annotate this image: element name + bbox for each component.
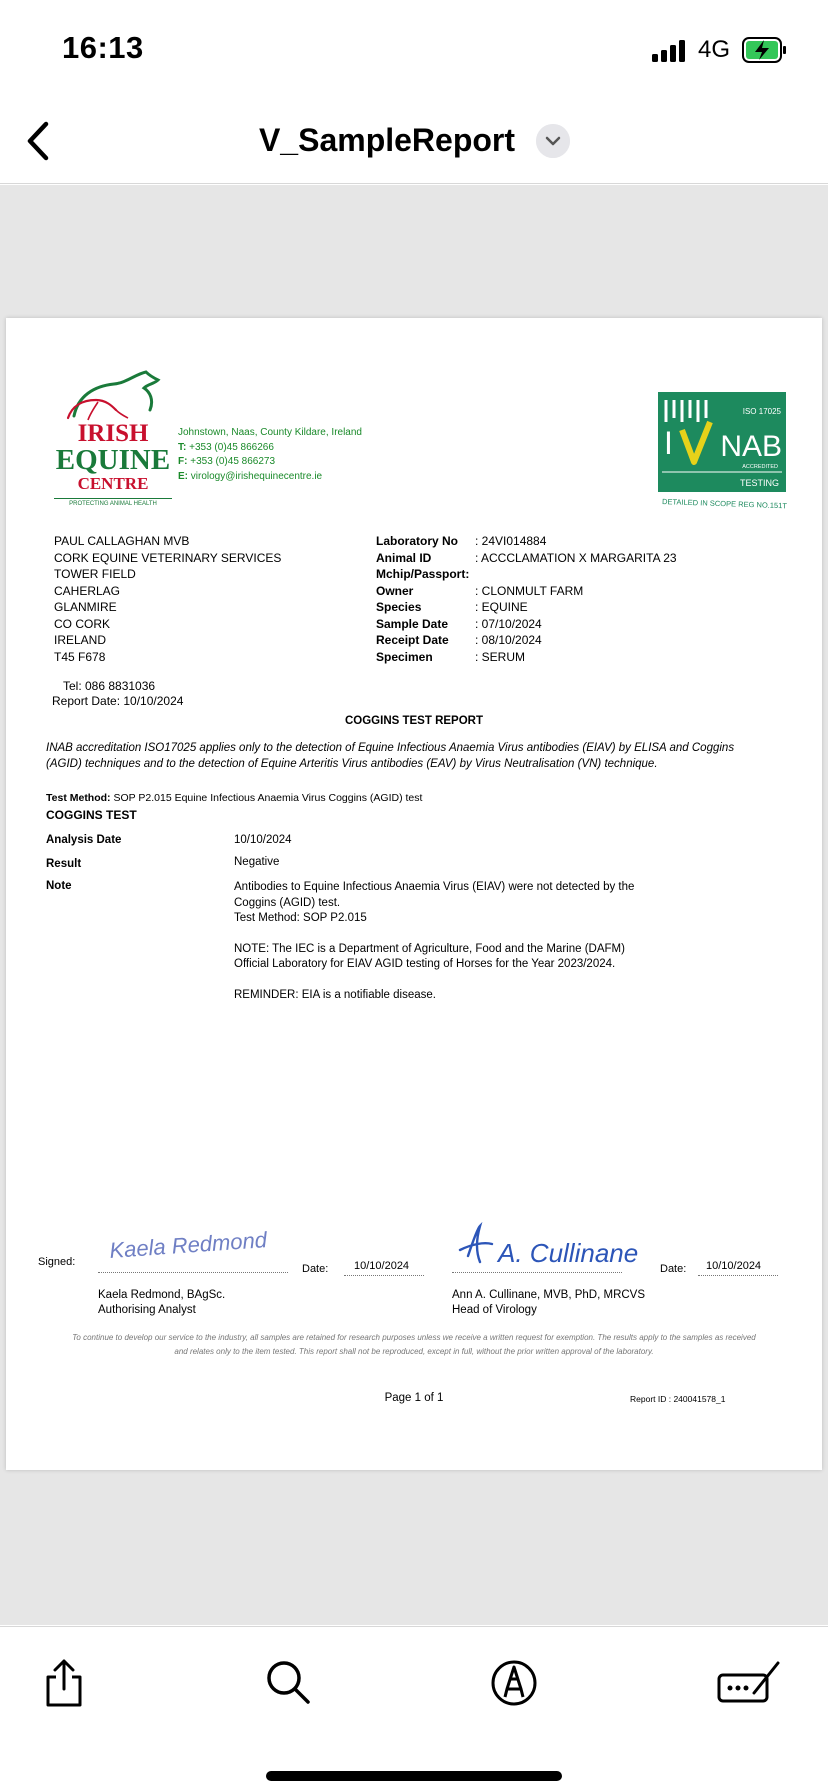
lab-info-row: Species : EQUINE [376,600,528,614]
navigation-bar [0,100,828,184]
lab-info-row: Owner : CLONMULT FARM [376,583,584,598]
note-paragraph: NOTE: The IEC is a Department of Agriculture, Food and the Marine (DAFM) Official Laboratory for EIAV AGID testing of Horses for the Year 2023/2024. [234,942,625,970]
lab-info-row: Specimen : SERUM [376,649,526,664]
lab-info-table [376,533,677,665]
address-line: CORK EQUINE VETERINARY SERVICES [54,550,282,565]
note-paragraph: Antibodies to Equine Infectious Anaemia Virus (EIAV) were not detected by the Coggins (AGID) test. [234,881,635,909]
lab-info-row: Mchip/Passport: [376,567,470,581]
address-line: GLANMIRE [54,600,117,614]
result-value: 10/10/2024 [234,834,292,846]
horse-logo-icon [54,366,172,424]
signatory2-block [452,1288,645,1318]
signatory1-role: Authorising Analyst [98,1304,196,1316]
signature-ann-cullinane [454,1222,639,1272]
date-line [698,1275,778,1276]
email-label: E: [178,470,188,482]
signatory1-date: 10/10/2024 [354,1260,410,1272]
inab-statement: INAB accreditation ISO17025 applies only to the detection of Equine Infectious Anaemia Virus antibodies (EIAV) by ELISA and Coggins (AGID) techniques and to the detection of Equine Arteritis Virus antibodies (EAV) by Virus Neutralisation (VN) technique. [46,742,735,770]
page-number: Page 1 of 1 [384,1392,444,1404]
lab-info-row: Laboratory No : 24VI014884 [376,534,547,548]
signature-kaela-redmond [102,1227,292,1270]
network-type: 4G [698,36,731,63]
signature-line [452,1272,622,1273]
contact-phone: +353 (0)45 866266 [189,441,274,453]
date-label: Date: [302,1263,329,1275]
result-value: Negative [234,856,280,868]
phone-label: T: [178,441,187,453]
logo-equine: EQUINE [55,444,171,476]
address-line: IRELAND [54,633,107,647]
contact-fax: +353 (0)45 866273 [190,456,276,467]
svg-text:A. Cullinane: A. Cullinane [498,1238,639,1268]
svg-text:Kaela Redmond: Kaela Redmond [108,1227,268,1263]
lab-info-row: Animal ID : ACCCLAMATION X MARGARITA 23 [376,550,677,565]
inab-iso: ISO 17025 [742,407,781,416]
address-line: CAHERLAG [54,583,121,598]
status-time: 16:13 [62,30,144,65]
test-method-label: Test Method: [46,792,111,804]
signature-line [98,1272,288,1273]
test-method-line [46,792,422,804]
report-page [6,318,822,1470]
address-line: TOWER FIELD [54,567,136,581]
report-date: Report Date: 10/10/2024 [52,694,184,708]
signature-icon[interactable] [716,1657,784,1709]
recipient-tel: Tel: 086 8831036 [63,679,156,693]
signatory2-name: Ann A. Cullinane, MVB, PhD, MRCVS [452,1289,646,1301]
document-title[interactable]: V_SampleReport [258,122,516,158]
signatory2-date: 10/10/2024 [706,1260,762,1272]
section-title: COGGINS TEST [46,808,137,822]
address-line: T45 F678 [54,649,106,664]
result-label: Result [46,858,82,870]
result-label: Analysis Date [46,834,122,846]
contact-block [178,426,362,484]
inab-accreditation-logo [656,392,786,510]
contact-email: virology@irishequinecentre.ie [190,470,323,482]
search-icon[interactable] [262,1657,314,1709]
status-bar [0,0,828,100]
address-line: CO CORK [54,616,111,631]
contact-address: Johnstown, Naas, County Kildare, Ireland [178,427,362,438]
note-text [234,880,654,1018]
footer-disclaimer: To continue to develop our service to the industry, all samples are retained for research purposes unless we receive a written request for exemption. The results apply to the samples as received and relates only to the item tested. This report shall not be reproduced, except in full, without the prior written approval of the laboratory. [72,1333,756,1356]
signed-label: Signed: [38,1256,76,1268]
signatory2-role: Head of Virology [452,1304,537,1316]
lab-info-row: Sample Date : 07/10/2024 [376,616,542,631]
recipient-address [54,533,281,665]
signal-icon [652,40,690,62]
inab-accredited: ACCREDITED [742,464,778,470]
lab-info-row: Receipt Date : 08/10/2024 [376,633,542,647]
signatory1-name: Kaela Redmond, BAgSc. [98,1289,226,1301]
tel-and-date [54,679,183,709]
report-id: Report ID : 240041578_1 [630,1394,726,1404]
markup-icon[interactable] [488,1657,540,1709]
date-label: Date: [660,1263,687,1275]
svg-text:NAB: NAB [720,430,782,463]
address-line: PAUL CALLAGHAN MVB [54,534,190,548]
logo-tagline: PROTECTING ANIMAL HEALTH [54,498,172,507]
inab-scope: DETAILED IN SCOPE REG NO.151T [661,497,788,511]
result-label: Note [46,880,72,892]
note-paragraph: Test Method: SOP P2.015 [234,912,367,924]
logo-irish: IRISH [77,420,149,447]
date-line [344,1275,424,1276]
bottom-toolbar [0,1626,828,1792]
battery-charging-icon [742,37,788,63]
home-indicator [266,1771,562,1781]
note-paragraph: REMINDER: EIA is a notifiable disease. [234,988,436,1001]
document-viewer[interactable] [0,185,828,1625]
fax-label: F: [178,456,188,467]
test-method-value: SOP P2.015 Equine Infectious Anaemia Virus Coggins (AGID) test [113,792,423,804]
report-title: COGGINS TEST REPORT [344,715,483,727]
inab-testing: TESTING [739,478,779,488]
title-menu-chevron-icon[interactable] [536,124,570,158]
irish-equine-centre-logo [54,366,172,514]
signatory1-block [98,1288,225,1318]
share-icon[interactable] [38,1657,90,1709]
svg-text:I: I [664,425,673,461]
logo-centre: CENTRE [77,474,149,493]
